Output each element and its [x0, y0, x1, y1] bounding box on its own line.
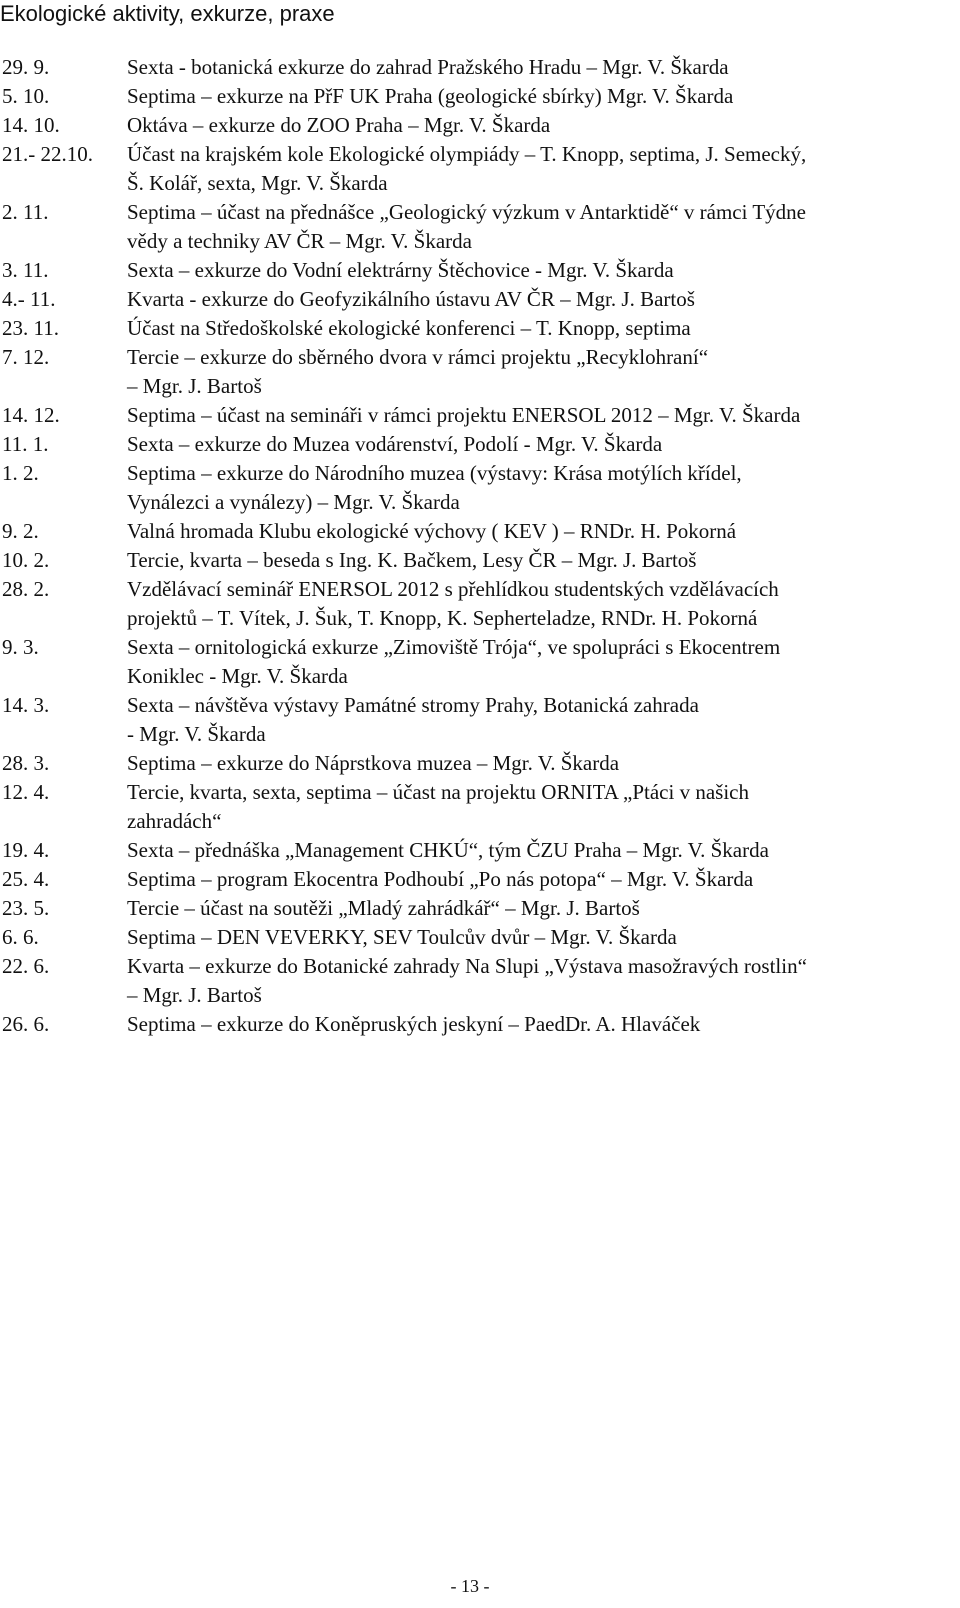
activity-description-line: Kvarta – exkurze do Botanické zahrady Na Slupi „Výstava masožravých rostlin“	[127, 954, 807, 978]
activity-entry	[0, 111, 960, 140]
activity-description	[127, 633, 960, 691]
activity-description-line: Sexta – návštěva výstavy Památné stromy Prahy, Botanická zahrada	[127, 693, 699, 717]
activity-entry	[0, 633, 960, 691]
activity-description-line: Sexta – exkurze do Muzea vodárenství, Podolí - Mgr. V. Škarda	[127, 432, 663, 456]
activity-date: 6. 6.	[2, 925, 39, 949]
activity-description-line: Koniklec - Mgr. V. Škarda	[127, 664, 348, 688]
activity-entry	[0, 952, 960, 1010]
activity-description	[127, 198, 960, 256]
page-number: - 13 -	[450, 1576, 490, 1596]
activity-description-line: Oktáva – exkurze do ZOO Praha – Mgr. V. Škarda	[127, 113, 551, 137]
activity-description	[127, 778, 960, 836]
activity-description-line: zahradách“	[127, 809, 222, 833]
activity-description-line: - Mgr. V. Škarda	[127, 722, 266, 746]
activity-description	[127, 865, 960, 894]
activity-description	[127, 749, 960, 778]
activity-entry	[0, 459, 960, 517]
activity-description-line: Sexta – ornitologická exkurze „Zimoviště Trója“, ve spolupráci s Ekocentrem	[127, 635, 781, 659]
activity-date: 7. 12.	[2, 345, 50, 369]
activity-entry	[0, 575, 960, 633]
activity-entry	[0, 53, 960, 82]
activity-date: 10. 2.	[2, 548, 50, 572]
activity-date: 22. 6.	[2, 954, 50, 978]
activity-description-line: Septima – DEN VEVERKY, SEV Toulcův dvůr – Mgr. V. Škarda	[127, 925, 677, 949]
activity-description	[127, 836, 960, 865]
activity-description	[127, 111, 960, 140]
activity-description-line: Tercie – exkurze do sběrného dvora v rámci projektu „Recyklohraní“	[127, 345, 709, 369]
activity-description	[127, 546, 960, 575]
activity-date: 4.- 11.	[2, 287, 56, 311]
activity-entry	[0, 894, 960, 923]
activity-entry	[0, 430, 960, 459]
activity-description-line: Sexta – přednáška „Management CHKÚ“, tým ČZU Praha – Mgr. V. Škarda	[127, 838, 769, 862]
activity-entry	[0, 778, 960, 836]
activity-entry	[0, 256, 960, 285]
activity-entry	[0, 343, 960, 401]
activity-date: 2. 11.	[2, 200, 49, 224]
activity-description-line: – Mgr. J. Bartoš	[127, 983, 262, 1007]
activity-description	[127, 430, 960, 459]
activity-description	[127, 459, 960, 517]
activity-description-line: Septima – exkurze do Náprstkova muzea – Mgr. V. Škarda	[127, 751, 620, 775]
activity-date: 9. 2.	[2, 519, 39, 543]
activity-description-line: Š. Kolář, sexta, Mgr. V. Škarda	[127, 171, 388, 195]
activity-entry	[0, 691, 960, 749]
activity-description-line: Septima – exkurze na PřF UK Praha (geologické sbírky) Mgr. V. Škarda	[127, 84, 734, 108]
activity-description-line: Sexta – exkurze do Vodní elektrárny Štěchovice - Mgr. V. Škarda	[127, 258, 674, 282]
activity-entry	[0, 82, 960, 111]
activity-entry	[0, 517, 960, 546]
activity-description	[127, 952, 960, 1010]
activity-description-line: Septima – exkurze do Národního muzea (výstavy: Krása motýlích křídel,	[127, 461, 742, 485]
activity-description-line: projektů – T. Vítek, J. Šuk, T. Knopp, K. Sepherteladze, RNDr. H. Pokorná	[127, 606, 758, 630]
activity-description	[127, 343, 960, 401]
activity-entry	[0, 923, 960, 952]
activity-description	[127, 691, 960, 749]
activity-description	[127, 82, 960, 111]
activity-description	[127, 1010, 960, 1039]
activity-description-line: Valná hromada Klubu ekologické výchovy ( KEV ) – RNDr. H. Pokorná	[127, 519, 737, 543]
activity-description	[127, 140, 960, 198]
activity-date: 3. 11.	[2, 258, 49, 282]
activity-date: 23. 11.	[2, 316, 59, 340]
activity-entry	[0, 285, 960, 314]
activity-description-line: Účast na Středoškolské ekologické konferenci – T. Knopp, septima	[127, 316, 691, 340]
activity-entry	[0, 314, 960, 343]
activity-description	[127, 401, 960, 430]
activity-description	[127, 575, 960, 633]
activity-entry	[0, 198, 960, 256]
activity-description	[127, 894, 960, 923]
activity-description	[127, 256, 960, 285]
activity-date: 25. 4.	[2, 867, 50, 891]
activity-entry	[0, 140, 960, 198]
activity-date: 14. 10.	[2, 113, 60, 137]
activity-description	[127, 285, 960, 314]
activity-description-line: Sexta - botanická exkurze do zahrad Pražského Hradu – Mgr. V. Škarda	[127, 55, 729, 79]
activity-description-line: Vynálezci a vynálezy) – Mgr. V. Škarda	[127, 490, 460, 514]
activity-entry	[0, 865, 960, 894]
activity-date: 11. 1.	[2, 432, 49, 456]
activity-date: 26. 6.	[2, 1012, 50, 1036]
activity-description-line: Septima – program Ekocentra Podhoubí „Po nás potopa“ – Mgr. V. Škarda	[127, 867, 754, 891]
activity-date: 14. 12.	[2, 403, 60, 427]
activity-date: 28. 2.	[2, 577, 50, 601]
activity-date: 21.- 22.10.	[2, 142, 93, 166]
activity-date: 19. 4.	[2, 838, 50, 862]
activity-description	[127, 314, 960, 343]
activity-entry	[0, 749, 960, 778]
activity-description	[127, 53, 960, 82]
activity-list	[0, 53, 960, 1039]
activity-date: 23. 5.	[2, 896, 50, 920]
activity-description-line: Tercie – účast na soutěži „Mladý zahrádkář“ – Mgr. J. Bartoš	[127, 896, 640, 920]
activity-description-line: Septima – účast na přednášce „Geologický výzkum v Antarktidě“ v rámci Týdne	[127, 200, 806, 224]
activity-date: 28. 3.	[2, 751, 50, 775]
activity-date: 5. 10.	[2, 84, 50, 108]
activity-description	[127, 923, 960, 952]
activity-date: 9. 3.	[2, 635, 39, 659]
activity-description-line: Účast na krajském kole Ekologické olympiády – T. Knopp, septima, J. Semecký,	[127, 142, 807, 166]
activity-description-line: Tercie, kvarta – beseda s Ing. K. Bačkem, Lesy ČR – Mgr. J. Bartoš	[127, 548, 697, 572]
page-title: Ekologické aktivity, exkurze, praxe	[0, 1, 335, 26]
activity-description-line: Septima – exkurze do Koněpruských jeskyní – PaedDr. A. Hlaváček	[127, 1012, 701, 1036]
activity-date: 1. 2.	[2, 461, 39, 485]
activity-entry	[0, 546, 960, 575]
activity-description-line: Vzdělávací seminář ENERSOL 2012 s přehlídkou studentských vzdělávacích	[127, 577, 779, 601]
activity-description-line: Septima – účast na semináři v rámci projektu ENERSOL 2012 – Mgr. V. Škarda	[127, 403, 801, 427]
activity-entry	[0, 1010, 960, 1039]
activity-date: 14. 3.	[2, 693, 50, 717]
activity-description-line: Tercie, kvarta, sexta, septima – účast na projektu ORNITA „Ptáci v našich	[127, 780, 749, 804]
activity-entry	[0, 836, 960, 865]
activity-date: 29. 9.	[2, 55, 50, 79]
activity-description-line: – Mgr. J. Bartoš	[127, 374, 262, 398]
activity-entry	[0, 401, 960, 430]
activity-description	[127, 517, 960, 546]
activity-description-line: vědy a techniky AV ČR – Mgr. V. Škarda	[127, 229, 472, 253]
activity-description-line: Kvarta - exkurze do Geofyzikálního ústavu AV ČR – Mgr. J. Bartoš	[127, 287, 695, 311]
activity-date: 12. 4.	[2, 780, 50, 804]
